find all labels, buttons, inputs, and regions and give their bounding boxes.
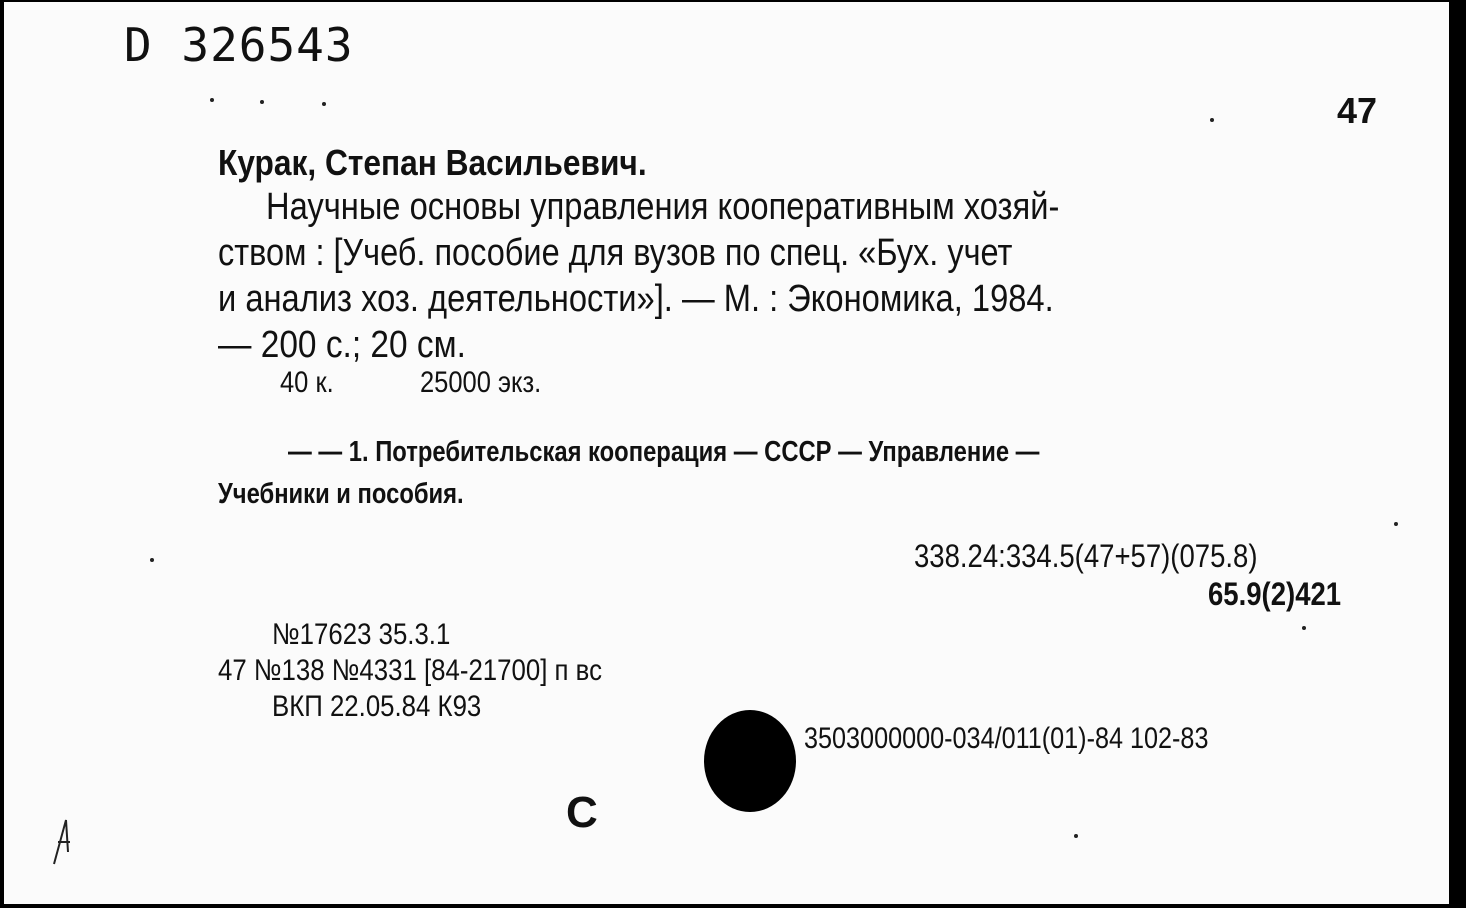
punch-hole	[704, 710, 796, 812]
description-line	[218, 278, 1190, 321]
udc-text: 338.24:334.5(47+57)(075.8)	[914, 538, 1258, 574]
description-text: ством : [Учеб. пособие для вузов по спец. «Бух. учет	[218, 232, 1013, 274]
author-text: Курак, Степан Васильевич.	[218, 142, 647, 183]
subject-line	[218, 478, 518, 511]
registry-text: №17623 35.3.1	[272, 618, 451, 651]
description-text: — 200 с.; 20 см.	[218, 324, 466, 366]
speck	[260, 100, 264, 104]
subject-text: — — 1. Потребительская кооперация — СССР — Управление —	[288, 436, 1040, 468]
author-heading	[218, 142, 705, 184]
bbk-index	[1208, 576, 1363, 613]
speck	[1074, 834, 1078, 838]
speck	[1210, 118, 1214, 122]
registry-line	[272, 690, 515, 724]
catalog-card	[4, 2, 1449, 904]
speck	[150, 558, 154, 562]
description-line	[218, 324, 500, 367]
print-run-text: 25000 экз.	[420, 366, 542, 399]
isbn-text: 3503000000-034/011(01)-84 102-83	[804, 722, 1209, 755]
description-line	[266, 186, 1188, 229]
description-text: Научные основы управления кооперативным хозяй-	[266, 186, 1060, 228]
speck	[322, 102, 326, 106]
bbk-text: 65.9(2)421	[1208, 576, 1342, 612]
registry-text: 47 №138 №4331 [84-21700] п вс	[218, 654, 602, 687]
speck	[210, 98, 214, 102]
stamp-letter: С	[566, 788, 598, 837]
isbn-line	[804, 722, 1286, 756]
registry-line	[272, 618, 479, 652]
price	[280, 366, 343, 400]
speck	[1302, 626, 1306, 630]
region-code: 47	[1337, 90, 1378, 131]
inventory-number: D 326543	[124, 18, 354, 72]
pencil-mark-icon	[48, 812, 76, 872]
registry-text: ВКП 22.05.84 К93	[272, 690, 482, 723]
description-text: и анализ хоз. деятельности»]. — М. : Экономика, 1984.	[218, 278, 1054, 320]
speck	[1394, 522, 1398, 526]
subject-line	[288, 436, 1204, 469]
description-line	[218, 232, 1147, 275]
print-run	[420, 366, 563, 400]
subject-text: Учебники и пособия.	[218, 478, 464, 510]
registry-line	[218, 654, 665, 688]
price-text: 40 к.	[280, 366, 334, 399]
udc-index	[914, 538, 1313, 575]
